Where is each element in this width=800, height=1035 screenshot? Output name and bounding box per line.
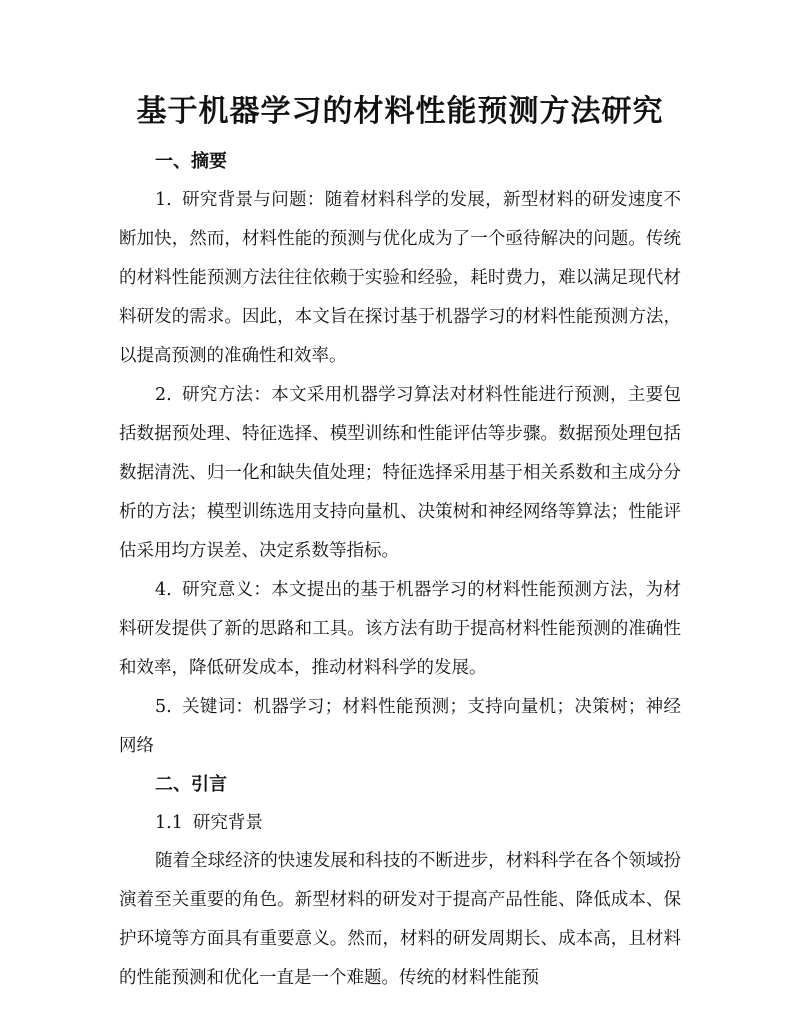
document-title: 基于机器学习的材料性能预测方法研究 <box>136 94 664 129</box>
paragraph-text: 研究背景与问题：随着材料科学的发展，新型材料的研发速度不断加快，然而，材料性能的预测与优化成为了一个亟待解决的问题。传统的材料性能预测方法往往依赖于实验和经验，耗时费力，难以满足现代材料研发的需求。因此，本文旨在探讨基于机器学习的材料性能预测方法，以提高预测的准确性和效率。 <box>119 190 681 366</box>
intro-heading: 二、引言 <box>155 774 227 795</box>
paragraph-number: 5. <box>155 697 172 717</box>
abstract-paragraph-5 <box>119 688 681 766</box>
paragraph-text: 关键词：机器学习；材料性能预测；支持向量机；决策树；神经网络 <box>119 697 681 756</box>
abstract-heading: 一、摘要 <box>155 151 227 172</box>
paragraph-number: 1. <box>155 190 172 210</box>
subsection-number: 1.1 <box>155 813 183 833</box>
subsection-heading <box>119 804 681 842</box>
paragraph-number: 2. <box>155 385 172 405</box>
abstract-paragraph-4 <box>119 571 681 688</box>
abstract-paragraph-1 <box>119 181 681 376</box>
paragraph-text: 研究方法：本文采用机器学习算法对材料性能进行预测，主要包括数据预处理、特征选择、模型训练和性能评估等步骤。数据预处理包括数据清洗、归一化和缺失值处理；特征选择采用基于相关系数和主成分分析的方法；模型训练选用支持向量机、决策树和神经网络等算法；性能评估采用均方误差、决定系数等指标。 <box>119 385 681 561</box>
paragraph-text: 研究意义：本文提出的基于机器学习的材料性能预测方法，为材料研发提供了新的思路和工具。该方法有助于提高材料性能预测的准确性和效率，降低研发成本，推动材料科学的发展。 <box>119 580 681 678</box>
subsection-title: 研究背景 <box>192 813 263 833</box>
intro-paragraph: 随着全球经济的快速发展和科技的不断进步，材料科学在各个领域扮演着至关重要的角色。新型材料的研发对于提高产品性能、降低成本、保护环境等方面具有重要意义。然而，材料的研发周期长、成本高，且材料的性能预测和优化一直是一个难题。传统的材料性能预 <box>119 851 681 988</box>
paragraph-number: 4. <box>155 580 172 600</box>
document-body <box>119 143 681 998</box>
abstract-paragraph-2 <box>119 376 681 571</box>
